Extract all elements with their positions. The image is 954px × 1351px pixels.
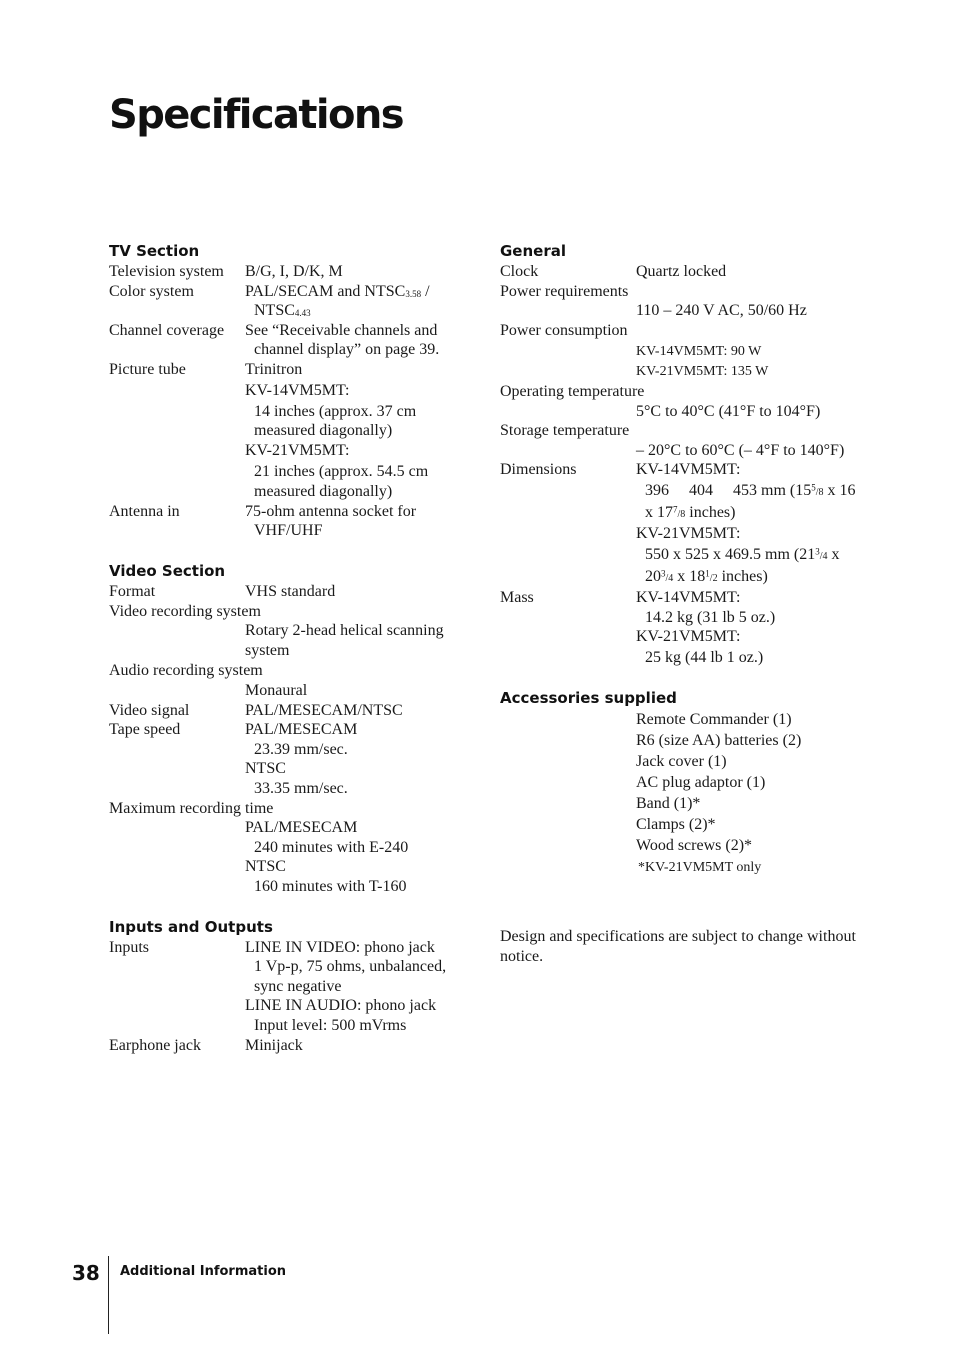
general-section-heading: General	[500, 242, 566, 260]
spec-label: Operating temperature	[500, 382, 645, 400]
spec-label: Tape speed	[109, 721, 181, 739]
spec-power-requirements	[500, 301, 870, 321]
spec-value: LINE IN VIDEO: phono jack	[245, 938, 435, 956]
spec-value: See “Receivable channels and	[245, 321, 438, 339]
spec-max-recording-time	[109, 818, 469, 896]
spec-channel-coverage	[109, 321, 469, 360]
accessory-footnote: *KV-21VM5MT only	[638, 859, 762, 875]
spec-television-system	[109, 262, 469, 282]
spec-value: 110 – 240 V AC, 50/60 Hz	[636, 302, 807, 320]
spec-label: Antenna in	[109, 502, 180, 520]
accessories-list	[500, 709, 870, 878]
spec-operating-temperature	[500, 402, 870, 422]
spec-label: Storage temperature	[500, 422, 630, 440]
model-label: KV-14VM5MT:	[636, 461, 741, 479]
spec-value: sync negative	[254, 977, 342, 995]
mode-label: NTSC	[245, 760, 286, 778]
spec-value: VHS standard	[245, 583, 336, 601]
spec-power-consumption	[500, 340, 870, 382]
spec-value: Monaural	[245, 682, 308, 700]
color-system-c: NTSC	[254, 302, 295, 320]
spec-value: $20^3/4$ x $18^1/2$ inches)	[645, 567, 768, 585]
spec-antenna	[109, 502, 469, 541]
spec-value: KV-21VM5MT: 135 W	[636, 364, 769, 380]
spec-picture-tube	[109, 360, 469, 502]
spec-label: Power consumption	[500, 321, 628, 339]
spec-value: 14.2 kg (31 lb 5 oz.)	[645, 608, 776, 626]
mode-label: PAL/MESECAM	[245, 721, 358, 739]
spec-value: 23.39 mm/sec.	[254, 740, 348, 758]
spec-label: Format	[109, 583, 156, 601]
spec-storage-temperature	[500, 441, 870, 461]
spec-earphone-jack	[109, 1036, 469, 1056]
spec-label: Television system	[109, 263, 224, 280]
color-system-a: PAL/SECAM and NTSC	[245, 282, 406, 300]
color-system-b: /	[421, 282, 430, 300]
io-section-heading: Inputs and Outputs	[109, 917, 273, 936]
model-label: KV-21VM5MT:	[636, 628, 741, 646]
spec-value: 33.35 mm/sec.	[254, 780, 348, 797]
model-label: KV-21VM5MT:	[245, 441, 350, 459]
spec-value: measured diagonally)	[254, 483, 393, 501]
spec-dimensions	[500, 460, 870, 588]
spec-value: Input level: 500 mVrms	[254, 1016, 407, 1034]
spec-value: LINE IN AUDIO: phono jack	[245, 997, 437, 1015]
accessory-item: Wood screws (2)*	[636, 836, 753, 854]
spec-value: 550 x 525 x 469.5 mm ($21^3/4$ x	[645, 546, 840, 564]
spec-value: 240 minutes with E-240	[254, 838, 409, 856]
mode-label: NTSC	[245, 858, 286, 876]
spec-value: 25 kg (44 lb 1 oz.)	[645, 649, 764, 667]
spec-format	[109, 582, 469, 602]
spec-label: Video recording system	[109, 602, 261, 620]
left-column	[109, 240, 469, 1055]
spec-color-system	[109, 282, 469, 321]
spec-value: system	[245, 641, 290, 659]
spec-label: Picture tube	[109, 360, 186, 378]
accessory-item: AC plug adaptor (1)	[636, 773, 766, 791]
model-label: KV-14VM5MT:	[636, 589, 741, 607]
accessories-section-heading: Accessories supplied	[500, 688, 677, 707]
page-title: Specifications	[109, 92, 404, 138]
page-number: 38	[72, 1261, 100, 1285]
spec-value: Quartz locked	[636, 263, 727, 280]
footer-divider	[108, 1256, 109, 1334]
spec-mass	[500, 588, 870, 668]
spec-value: 75-ohm antenna socket for	[245, 502, 417, 520]
color-system-sub-a: 3.58	[405, 288, 422, 299]
spec-value: KV-14VM5MT: 90 W	[636, 343, 762, 359]
spec-label: Audio recording system	[109, 662, 263, 680]
spec-video-signal	[109, 701, 469, 721]
spec-label: Video signal	[109, 701, 190, 719]
spec-label: Color system	[109, 282, 194, 300]
spec-value: 160 minutes with T-160	[254, 877, 407, 895]
spec-value: Minijack	[245, 1036, 303, 1054]
spec-value: 14 inches (approx. 37 cm	[254, 402, 417, 420]
mode-label: PAL/MESECAM	[245, 819, 358, 837]
model-label: KV-14VM5MT:	[245, 381, 350, 399]
spec-value: B/G, I, D/K, M	[245, 263, 343, 280]
spec-clock	[500, 262, 870, 282]
spec-value: 396 404 453 mm ($15^5/8$ x 16	[645, 482, 856, 500]
disclaimer-text: Design and specifications are subject to change without notice.	[500, 928, 856, 965]
right-column	[500, 240, 870, 877]
spec-inputs	[109, 938, 469, 1036]
spec-label: Earphone jack	[109, 1036, 201, 1054]
spec-value: 21 inches (approx. 54.5 cm	[254, 462, 429, 480]
spec-video-recording	[109, 621, 469, 660]
spec-value: PAL/MESECAM/NTSC	[245, 701, 403, 719]
spec-value: 5°C to 40°C (41°F to 104°F)	[636, 402, 821, 420]
spec-audio-recording	[109, 681, 469, 701]
spec-label: Inputs	[109, 938, 149, 956]
spec-label: Clock	[500, 263, 539, 280]
spec-label: Maximum recording time	[109, 799, 274, 817]
spec-value: 1 Vp-p, 75 ohms, unbalanced,	[254, 958, 447, 976]
video-section-heading: Video Section	[109, 562, 226, 581]
model-label: KV-21VM5MT:	[636, 525, 741, 543]
tv-section-heading: TV Section	[109, 242, 200, 260]
spec-label: Mass	[500, 589, 534, 607]
spec-value: Rotary 2-head helical scanning	[245, 622, 444, 640]
spec-tape-speed	[109, 720, 469, 798]
accessory-item: R6 (size AA) batteries (2)	[636, 731, 802, 749]
spec-value: x $17^7/8$ inches)	[645, 503, 736, 521]
color-system-sub-c: 4.43	[294, 308, 311, 319]
accessory-item: Clamps (2)*	[636, 815, 716, 833]
spec-value: channel display” on page 39.	[254, 341, 440, 359]
spec-value: VHF/UHF	[254, 522, 323, 540]
spec-value: – 20°C to 60°C (– 4°F to 140°F)	[636, 441, 845, 459]
spec-value: Trinitron	[245, 360, 303, 378]
footer-section-title: Additional Information	[120, 1264, 287, 1279]
accessory-item: Band (1)*	[636, 794, 701, 812]
accessory-item: Remote Commander (1)	[636, 710, 792, 728]
spec-label: Dimensions	[500, 461, 577, 479]
spec-value: measured diagonally)	[254, 422, 393, 440]
spec-label: Channel coverage	[109, 321, 225, 339]
accessory-item: Jack cover (1)	[636, 752, 727, 770]
spec-label: Power requirements	[500, 282, 629, 300]
spec-value	[245, 282, 469, 321]
